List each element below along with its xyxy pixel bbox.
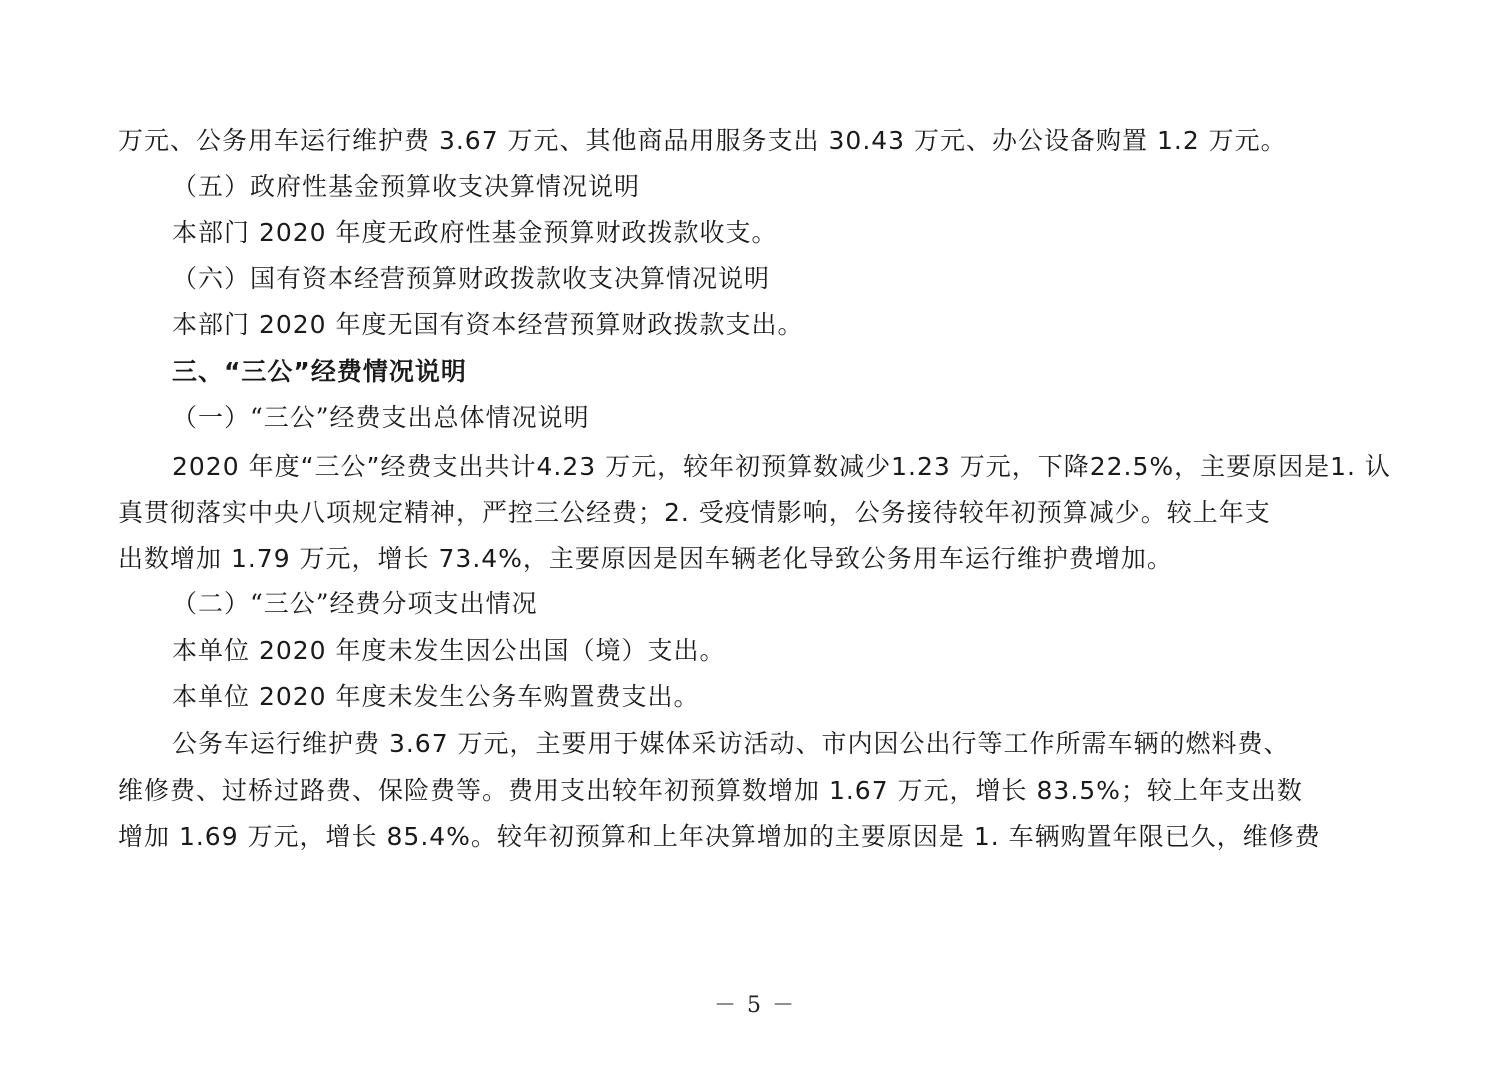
section-heading-6: （六）国有资本经营预算财政拨款收支决算情况说明 (172, 264, 771, 293)
body-text-line: 2020 年度“三公”经费支出共计4.23 万元，较年初预算数减少1.23 万元，下降22.5%，主要原因是1. 认 (172, 452, 1391, 481)
body-text-line: 真贯彻落实中央八项规定精神，严控三公经费；2. 受疫情影响，公务接待较年初预算减少。较上年支 (118, 498, 1271, 527)
body-text-line: 维修费、过桥过路费、保险费等。费用支出较年初预算数增加 1.67 万元，增长 83.5%；较上年支出数 (118, 776, 1303, 805)
body-text-line: 出数增加 1.79 万元，增长 73.4%，主要原因是因车辆老化导致公务用车运行维护费增加。 (118, 544, 1173, 573)
section-heading-1: （一）“三公”经费支出总体情况说明 (172, 403, 590, 432)
chapter-heading: 三、“三公”经费情况说明 (172, 357, 467, 386)
body-text-line: 本单位 2020 年度未发生公务车购置费支出。 (172, 682, 700, 711)
page-number: － 5 － (714, 993, 796, 1018)
section-heading-5: （五）政府性基金预算收支决算情况说明 (172, 172, 641, 201)
body-text-line: 本部门 2020 年度无政府性基金预算财政拨款收支。 (172, 218, 778, 247)
body-text-line: 万元、公务用车运行维护费 3.67 万元、其他商品用服务支出 30.43 万元、办公设备购置 1.2 万元。 (118, 126, 1287, 155)
body-text-line: 公务车运行维护费 3.67 万元，主要用于媒体采访活动、市内因公出行等工作所需车辆的燃料费、 (172, 729, 1290, 758)
section-heading-2: （二）“三公”经费分项支出情况 (172, 589, 538, 618)
body-text-line: 本部门 2020 年度无国有资本经营预算财政拨款支出。 (172, 310, 804, 339)
body-text-line: 本单位 2020 年度未发生因公出国（境）支出。 (172, 636, 726, 665)
body-text-line: 增加 1.69 万元，增长 85.4%。较年初预算和上年决算增加的主要原因是 1. 车辆购置年限已久，维修费 (118, 822, 1321, 851)
